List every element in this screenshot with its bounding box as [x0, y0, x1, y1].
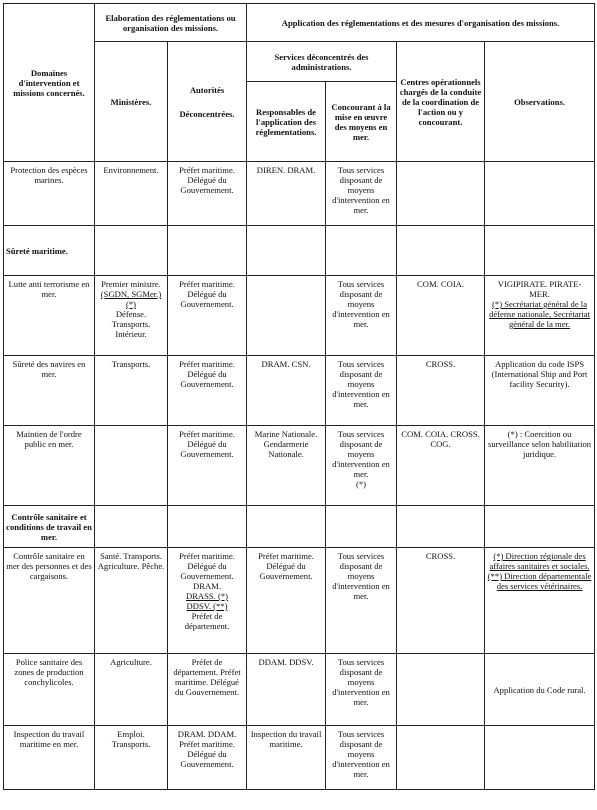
row-domain: Lutte anti terrorisme en mer. — [4, 276, 95, 356]
aut-line: Préfet de département. — [184, 611, 230, 631]
row-concourant: Tous services disposant de moyens d'intervention en mer. — [326, 654, 397, 726]
obs-line-underlined: des services vétérinaires. — [496, 581, 583, 591]
row-responsables: Marine Nationale. Gendarmerie Nationale. — [247, 426, 326, 506]
table-row — [4, 426, 595, 506]
row-ministeres: Environnement. — [95, 162, 168, 226]
row-autorites: Préfet maritime. Délégué du Gouvernement. — [168, 276, 247, 356]
row-concourant: Tous services disposant de moyens d'intervention en mer. — [326, 276, 397, 356]
header-responsables: Responsables de l'application des réglementations. — [247, 82, 326, 162]
obs-line-underlined: (*) Direction régionale des affaires sanitaires et sociales. — [489, 551, 590, 571]
header-domaines: Domaines d'intervention et missions concernés. — [4, 4, 95, 162]
header-concourant: Concourant à la mise en œuvre des moyens en mer. — [326, 82, 397, 162]
regulation-table — [3, 3, 595, 790]
empty-cell — [397, 506, 485, 548]
table-row — [4, 548, 595, 654]
header-row-1 — [4, 4, 595, 42]
row-centres: CROSS. — [397, 356, 485, 426]
section-title: Contrôle sanitaire et conditions de travail en mer. — [4, 506, 95, 548]
row-centres: COM. COIA. — [397, 276, 485, 356]
min-line: Premier ministre. — [101, 279, 161, 289]
header-elaboration: Elaboration des réglementations ou organisation des missions. — [95, 4, 247, 42]
row-ministeres — [95, 426, 168, 506]
row-observations — [485, 726, 595, 790]
row-concourant: Tous services disposant de moyens d'intervention en mer. — [326, 356, 397, 426]
row-ministeres: Santé. Transports. Agriculture. Pêche. — [95, 548, 168, 654]
row-observations — [485, 162, 595, 226]
aut-line-underlined: DRASS. (*) — [185, 591, 229, 601]
row-centres: CROSS. — [397, 548, 485, 654]
row-responsables: DDAM. DDSV. — [247, 654, 326, 726]
row-observations — [485, 548, 595, 654]
obs-line-underlined: (**) Direction départementale — [487, 571, 592, 581]
aut-line: Préfet maritime. Délégué du Gouvernement. DRAM. — [179, 551, 235, 591]
empty-cell — [168, 226, 247, 276]
header-ministeres: Ministères. — [95, 42, 168, 162]
table-row — [4, 356, 595, 426]
obs-line-underlined: (*) Secrétariat général de la défense nationale, Secrétariat général de la mer. — [489, 299, 590, 329]
row-domain: Contrôle sanitaire en mer des personnes et des cargaisons. — [4, 548, 95, 654]
table-row — [4, 654, 595, 726]
row-ministeres: Emploi. Transports. — [95, 726, 168, 790]
section-title: Sûreté maritime. — [4, 226, 95, 276]
header-centres: Centres opérationnels chargés de la conduite de la coordination de l'action ou y concourant. — [397, 42, 485, 162]
row-ministeres — [95, 276, 168, 356]
row-autorites: Préfet maritime. Délégué du Gouvernement. — [168, 426, 247, 506]
row-centres — [397, 654, 485, 726]
header-application: Application des réglementations et des mesures d'organisation des missions. — [247, 4, 595, 42]
min-line-underlined: (SGDN, SGMer.) (*) — [100, 289, 162, 309]
empty-cell — [326, 506, 397, 548]
row-domain: Sûreté des navires en mer. — [4, 356, 95, 426]
section-row — [4, 226, 595, 276]
empty-cell — [95, 506, 168, 548]
row-observations: Application du code ISPS (International Ship and Port facility Security). — [485, 356, 595, 426]
row-responsables: DIREN. DRAM. — [247, 162, 326, 226]
empty-cell — [247, 226, 326, 276]
header-autorites — [168, 42, 247, 162]
empty-cell — [247, 506, 326, 548]
row-concourant: Tous services disposant de moyens d'intervention en mer. — [326, 162, 397, 226]
row-centres — [397, 726, 485, 790]
row-autorites: Préfet maritime. Délégué du Gouvernement. — [168, 356, 247, 426]
table-row — [4, 162, 595, 226]
row-autorites — [168, 548, 247, 654]
header-observations: Observations. — [485, 42, 595, 162]
header-autorites-line1: Autorités — [189, 84, 225, 95]
section-row — [4, 506, 595, 548]
row-autorites: Préfet maritime. Délégué du Gouvernement. — [168, 162, 247, 226]
table-row — [4, 276, 595, 356]
row-centres: COM. COIA. CROSS. COG. — [397, 426, 485, 506]
empty-cell — [168, 506, 247, 548]
header-services-deconcentres: Services déconcentrés des administrations. — [247, 42, 397, 82]
row-concourant — [326, 426, 397, 506]
row-observations: Application du Code rural. — [485, 654, 595, 726]
row-responsables: DRAM. CSN. — [247, 356, 326, 426]
row-observations — [485, 276, 595, 356]
row-responsables: Préfet maritime. Délégué du Gouvernement. — [247, 548, 326, 654]
obs-line: VIGIPIRATE. PIRATE- MER. — [497, 279, 582, 299]
table-row — [4, 726, 595, 790]
empty-cell — [485, 506, 595, 548]
empty-cell — [485, 226, 595, 276]
row-domain: Protection des espèces marines. — [4, 162, 95, 226]
row-domain: Maintien de l'ordre public en mer. — [4, 426, 95, 506]
concourant-text: Tous services disposant de moyens d'intervention en mer. — [332, 429, 390, 479]
header-autorites-line2: Déconcentrées. — [179, 108, 235, 119]
row-concourant: Tous services disposant de moyens d'intervention en mer. — [326, 548, 397, 654]
row-responsables — [247, 276, 326, 356]
row-domain: Police sanitaire des zones de production conchylicoles. — [4, 654, 95, 726]
row-autorites: DRAM. DDAM. Préfet maritime. Délégué du Gouvernement. — [168, 726, 247, 790]
row-domain: Inspection du travail maritime en mer. — [4, 726, 95, 790]
aut-line-underlined: DDSV. (**) — [186, 601, 228, 611]
row-ministeres: Agriculture. — [95, 654, 168, 726]
empty-cell — [397, 226, 485, 276]
row-ministeres: Transports. — [95, 356, 168, 426]
row-centres — [397, 162, 485, 226]
concourant-note: (*) — [356, 479, 367, 489]
empty-cell — [326, 226, 397, 276]
row-responsables: Inspection du travail maritime. — [247, 726, 326, 790]
row-autorites: Préfet de département. Préfet maritime. Délégué du Gouvernement. — [168, 654, 247, 726]
min-line: Défense. Transports. Intérieur. — [111, 309, 151, 339]
empty-cell — [95, 226, 168, 276]
row-concourant: Tous services disposant de moyens d'intervention en mer. — [326, 726, 397, 790]
row-observations: (*) : Coercition ou surveillance selon habilitation juridique. — [485, 426, 595, 506]
